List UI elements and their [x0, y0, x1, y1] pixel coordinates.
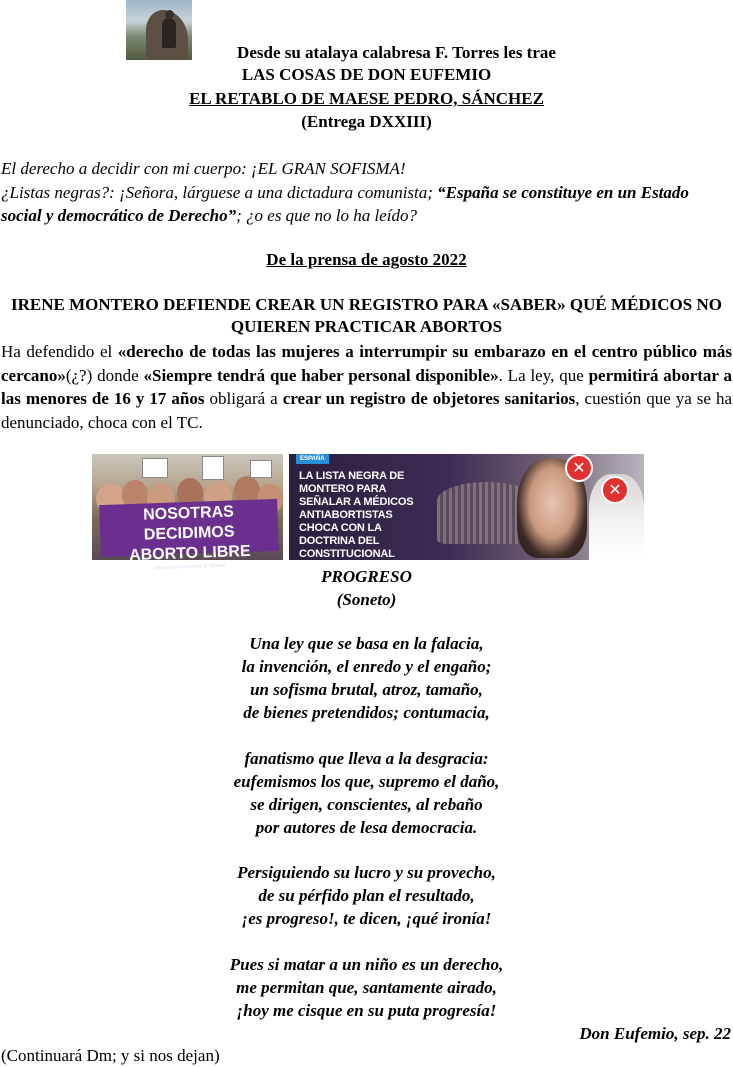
section-title: De la prensa de agosto 2022 [266, 250, 467, 269]
poem-title: PROGRESO [321, 567, 412, 586]
poem-line: ¡es progreso!, te dicen, ¡qué ironía! [241, 909, 492, 928]
protest-banner: NOSOTRAS DECIDIMOS ABORTO LIBRE Movimiento feminista de Madrid [99, 499, 279, 557]
intro-line-1: El derecho a decidir con mi cuerpo: ¡EL GRAN SOFISMA! [1, 159, 406, 178]
article-headline: IRENE MONTERO DEFIENDE CREAR UN REGISTRO PARA «SABER» QUÉ MÉDICOS NO QUIEREN PRACTICAR ABORTOS [11, 295, 722, 336]
graphic-headline: LA LISTA NEGRA DE MONTERO PARA SEÑALAR A MÉDICOS ANTIABORTISTAS CHOCA CON LA DOCTRINA DEL CONSTITUCIONAL [299, 470, 414, 560]
poem-line: de bienes pretendidos; contumacia, [243, 703, 490, 722]
poem-line: ¡hoy me cisque en su puta progresía! [236, 1001, 497, 1020]
poem-line: Una ley que se basa en la falacia, [249, 634, 484, 653]
news-graphic [289, 454, 644, 560]
poem-line: se dirigen, conscientes, al rebaño [250, 795, 483, 814]
poem-line: fanatismo que lleva a la desgracia: [244, 749, 489, 768]
header-intro: Desde su atalaya calabresa F. Torres les trae [237, 43, 556, 62]
intro-line-2: ¿Listas negras?: ¡Señora, lárguese a una dictadura comunista; “España se constituye en un Estado social y democrático de Derecho”; ¿o es que no lo ha leído? [1, 183, 689, 225]
column-title: LAS COSAS DE DON EUFEMIO [241, 65, 492, 84]
poem-line: por autores de lesa democracia. [255, 818, 478, 837]
poem-line: eufemismos los que, supremo el daño, [233, 772, 500, 791]
footer-note: (Continuará Dm; y si nos dejan) [1, 1046, 220, 1065]
issue-number: (Entrega DXXIII) [301, 112, 432, 131]
poem-line: un sofisma brutal, atroz, tamaño, [250, 680, 483, 699]
poem-subtitle: (Soneto) [336, 590, 397, 609]
protest-photo [92, 454, 283, 572]
poem-line: me permitan que, santamente airado, [236, 978, 497, 997]
signature: Don Eufemio, sep. 22 [579, 1024, 731, 1043]
cross-icon: ✕ [601, 476, 629, 504]
category-tag: ESPAÑA [296, 454, 329, 464]
poem-line: Persiguiendo su lucro y su provecho, [237, 863, 496, 882]
poem-line: Pues si matar a un niño es un derecho, [229, 955, 504, 974]
poem-line: de su pérfido plan el resultado, [258, 886, 475, 905]
article-paragraph: Ha defendido el «derecho de todas las mujeres a interrumpir su embarazo en el centro público más cercano»(¿?) donde «Siempre tendrá que haber personal disponible». La ley, que permitirá abortar a las menores de 16 y 17 años obligará a crear un registro de objetores sanitarios, cuestión que ya se ha denunciado, choca con el TC. [1, 342, 733, 432]
poem-line: la invención, el enredo y el engaño; [241, 657, 492, 676]
cross-icon: ✕ [565, 454, 593, 482]
series-title: EL RETABLO DE MAESE PEDRO, SÁNCHEZ [189, 89, 544, 108]
